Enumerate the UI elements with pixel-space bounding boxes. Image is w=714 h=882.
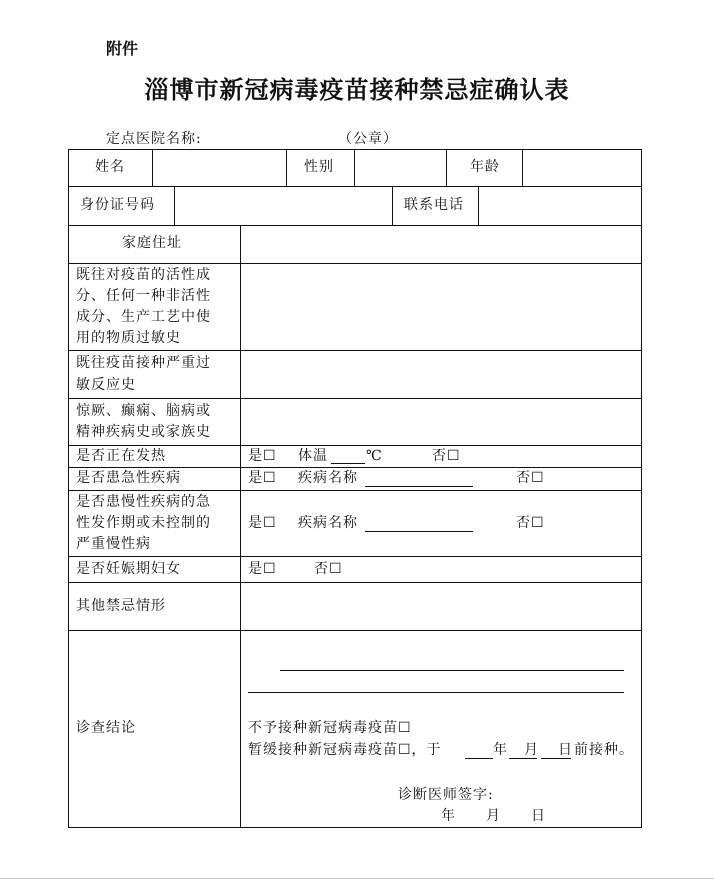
neuro-history-line: 精神疾病史或家族史	[76, 424, 211, 440]
temperature-label: 体温	[298, 448, 328, 464]
postpone-month-label: 月	[524, 742, 539, 758]
row-divider	[68, 350, 642, 351]
fever-yes-checkbox[interactable]: 是☐	[248, 448, 277, 464]
acute-disease-label: 是否患急性疾病	[76, 470, 181, 486]
fever-label: 是否正在发热	[76, 448, 166, 464]
col-divider	[522, 149, 523, 186]
neuro-history-line: 惊厥、癫痫、脑病或	[76, 403, 211, 419]
col-divider	[286, 149, 287, 186]
pregnant-yes-checkbox[interactable]: 是☐	[248, 561, 277, 577]
address-label: 家庭住址	[122, 235, 182, 251]
chronic-disease-name-label: 疾病名称	[298, 515, 358, 531]
pregnant-no-checkbox[interactable]: 否☐	[314, 561, 343, 577]
allergy-component-line: 分、任何一种非活性	[76, 288, 211, 304]
fever-no-checkbox[interactable]: 否☐	[432, 448, 461, 464]
doctor-signature-label: 诊断医师签字:	[398, 787, 494, 803]
row-divider	[68, 225, 642, 226]
postpone-year-blank[interactable]	[465, 758, 493, 759]
row-divider	[68, 582, 642, 583]
gender-label: 性别	[304, 159, 334, 175]
row-divider	[68, 630, 642, 631]
acute-disease-name-label: 疾病名称	[298, 470, 358, 486]
allergy-component-line: 既往对疫苗的活性成	[76, 267, 211, 283]
label-column-divider	[240, 225, 241, 828]
severe-allergy-line: 敏反应史	[76, 377, 136, 393]
temperature-blank[interactable]	[331, 463, 365, 464]
postpone-day-label: 日	[558, 742, 573, 758]
other-contraindication-label: 其他禁忌情形	[76, 598, 166, 614]
chronic-disease-line: 严重慢性病	[76, 536, 151, 552]
col-divider	[174, 186, 175, 225]
acute-disease-name-blank[interactable]	[365, 486, 473, 487]
chronic-disease-name-blank[interactable]	[365, 531, 473, 532]
page-bottom-edge	[0, 878, 714, 879]
col-divider	[446, 149, 447, 186]
celsius-unit: ℃	[366, 448, 383, 464]
acute-yes-checkbox[interactable]: 是☐	[248, 470, 277, 486]
conclusion-label: 诊查结论	[76, 720, 136, 736]
postpone-year-label: 年	[493, 742, 508, 758]
annex-label: 附件	[106, 39, 139, 58]
signature-date: 年 月 日	[441, 808, 546, 824]
col-divider	[152, 149, 153, 186]
pregnant-label: 是否妊娠期妇女	[76, 561, 181, 577]
hospital-name-label: 定点医院名称:	[106, 131, 202, 147]
chronic-yes-checkbox[interactable]: 是☐	[248, 515, 277, 531]
row-divider	[68, 263, 642, 264]
col-divider	[478, 186, 479, 225]
row-divider	[68, 398, 642, 399]
chronic-disease-line: 是否患慢性疾病的急	[76, 494, 211, 510]
allergy-component-line: 成分、生产工艺中使	[76, 309, 211, 325]
not-vaccinate-checkbox[interactable]: 不予接种新冠病毒疫苗☐	[248, 720, 412, 736]
seal-label: （公章）	[338, 131, 398, 147]
row-divider	[68, 186, 642, 187]
postpone-prefix[interactable]: 暂缓接种新冠病毒疫苗☐，于	[248, 742, 442, 758]
chronic-disease-line: 性发作期或未控制的	[76, 515, 211, 531]
conclusion-line[interactable]	[248, 692, 624, 693]
severe-allergy-line: 既往疫苗接种严重过	[76, 355, 211, 371]
row-divider	[68, 556, 642, 557]
row-divider	[68, 490, 642, 491]
postpone-suffix: 前接种。	[574, 742, 634, 758]
acute-no-checkbox[interactable]: 否☐	[516, 470, 545, 486]
chronic-no-checkbox[interactable]: 否☐	[516, 515, 545, 531]
allergy-component-line: 用的物质过敏史	[76, 330, 181, 346]
col-divider	[392, 186, 393, 225]
age-label: 年龄	[470, 159, 500, 175]
conclusion-line[interactable]	[280, 670, 624, 671]
name-label: 姓名	[95, 159, 125, 175]
id-number-label: 身份证号码	[80, 197, 155, 213]
col-divider	[354, 149, 355, 186]
page-title: 淄博市新冠病毒疫苗接种禁忌症确认表	[144, 75, 570, 104]
phone-label: 联系电话	[404, 197, 464, 213]
